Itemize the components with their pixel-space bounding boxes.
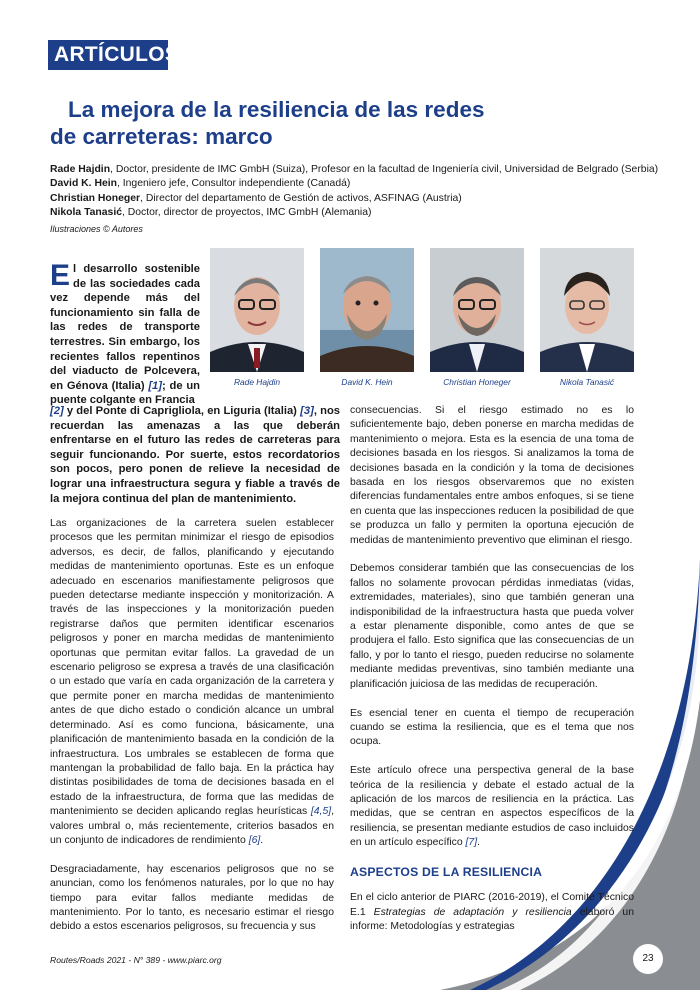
- reference-link[interactable]: [3]: [300, 405, 314, 417]
- reference-link[interactable]: [4,5]: [310, 806, 332, 818]
- lead-paragraph-continued: [50, 404, 340, 506]
- article-title: [50, 96, 590, 150]
- section-heading: ASPECTOS DE LA RESILIENCIA: [350, 864, 543, 879]
- photo-caption: Christian Honeger: [443, 377, 511, 387]
- author-desc: , Doctor, presidente de IMC GmbH (Suiza), Profesor en la facultad de Ingeniería civil, Universidad de Belgrado (Serbia): [110, 164, 659, 175]
- author-photo-tanasic: [540, 248, 634, 372]
- author-name: David K. Hein: [50, 178, 117, 190]
- body-column-left: [50, 517, 334, 949]
- body-paragraph: [350, 891, 634, 934]
- lead-text-4: , nos recuerdan las amenazas a las que deberán enfrentarse en el futuro las redes de carreteras para seguir funcionando. Por suerte, estos recordatorios son pocos, pero ponen de relieve la necesidad de lograr una infraestructura segura y fiable a través de la mejora continua del plan de mantenimiento.: [50, 405, 341, 505]
- body-text: En el ciclo anterior de PIARC (2016-2019), el Comité Técnico E.1: [350, 892, 634, 918]
- lead-text-2: ; de un puente colgante en Francia: [50, 379, 200, 407]
- author-line: [50, 163, 660, 177]
- body-paragraph: Desgraciadamente, hay escenarios peligrosos que no se anuncian, como los fenómenos naturales, por lo que no hay tiempo para evitar fallos mediante medidas de mantenimiento. Por lo tanto, es necesario estimar el riesgo debido a estos escenarios peligrosos, su frecuencia y sus: [50, 863, 334, 933]
- reference-link[interactable]: [1]: [148, 379, 163, 392]
- photo-caption: David K. Hein: [341, 377, 393, 387]
- body-paragraph: Es esencial tener en cuenta el tiempo de recuperación cuando se estima la resiliencia, que es el tema que nos ocupa.: [350, 707, 634, 748]
- author-desc: , Doctor, director de proyectos, IMC GmbH (Alemania): [122, 207, 372, 219]
- author-name: Nikola Tanasić: [50, 207, 122, 219]
- reference-link[interactable]: [7]: [465, 837, 478, 849]
- lead-paragraph: [50, 259, 200, 408]
- author-photo-hein: [320, 248, 414, 372]
- section-label: ARTÍCULOS: [48, 40, 168, 70]
- author-photo-honeger: [430, 248, 524, 372]
- author-desc: , Director del departamento de Gestión de activos, ASFINAG (Austria): [140, 192, 462, 204]
- photo-caption: Nikola Tanasić: [559, 377, 615, 387]
- body-text: , valores umbral o, más recientemente, criterios basados en un conjunto de indicadores de rendimiento: [50, 806, 334, 846]
- illustration-credit: Ilustraciones © Autores: [50, 223, 143, 234]
- page-number: 23: [633, 944, 663, 974]
- reference-link[interactable]: [2]: [50, 405, 64, 417]
- drop-cap: E: [50, 259, 71, 292]
- author-line: [50, 177, 660, 191]
- author-name: Rade Hajdin: [50, 164, 111, 175]
- author-desc: , Ingeniero jefe, Consultor independiente (Canadá): [116, 178, 351, 190]
- author-line: [50, 206, 660, 220]
- author-name: Christian Honeger: [50, 192, 141, 204]
- body-column-right: [350, 404, 634, 949]
- body-paragraph: [350, 764, 634, 850]
- reference-link[interactable]: [6]: [248, 834, 261, 846]
- body-text: Las organizaciones de la carretera suelen establecer procesos que les permitan minimizar el riesgo de episodios adversos, es decir, de fallos, planificando y ejecutando medidas de mantenimiento oportunas. Este es un enfoque adecuado en escenarios manifiestamente peligrosos que pueden detectarse mediante inspección y monitorización. A través de las inspecciones y la monitorización pueden registrarse daños que permiten identificar escenarios peligrosos y poner en marcha medidas de mantenimiento oportunas que permitan evitar fallos. La gravedad de un escenario peligroso se expresa a través de una clasificación o un estado que varía en cada organización de la carretera y que permite poner en marcha medidas de mantenimiento antes de que dicho estado o condición alcance un umbral determinado. Así es como funciona, básicamente, una planificación de mantenimiento basada en la condición de la infraestructura. Los umbrales se establecen de forma que mantengan la probabilidad de fallo baja. En la práctica hay distintas posibilidades de toma de decisiones basada en el estado de la infraestructura, de forma que las medidas de mantenimiento se deciden aplicando reglas heurísticas: [50, 518, 334, 818]
- body-text-emphasis: Estrategias de adaptación y resiliencia: [373, 906, 572, 918]
- lead-text-3: y del Ponte di Caprigliola, en Liguria (Italia): [63, 405, 301, 417]
- body-text: elaboró un informe: Metodologías y estrategias: [350, 906, 634, 933]
- footer-publication: Routes/Roads 2021 - N° 389 - www.piarc.org: [50, 955, 222, 965]
- authors-block: [50, 163, 660, 236]
- author-line: [50, 192, 660, 206]
- title-line-1: La mejora de la resiliencia de las redes: [68, 97, 485, 122]
- photo-caption: Rade Hajdin: [233, 377, 281, 387]
- body-text: .: [260, 834, 264, 846]
- title-line-2: de carreteras: marco: [50, 124, 273, 149]
- lead-text-1: l desarrollo sostenible de las sociedades cada vez depende más del funcionamiento sin falla de las redes de transporte terrestres. Sin embargo, los recientes fallos repentinos del viaducto de Polcevera, en Génova (Italia): [50, 263, 200, 392]
- body-paragraph: consecuencias. Si el riesgo estimado no es lo suficientemente bajo, deben ponerse en marcha medidas de mantenimiento o mejora. Esta es la esencia de una toma de decisiones basada en los riesgos. Si analizamos la toma de decisiones basada en la condición y la toma de decisiones basada en los riesgos observaremos que no existen diferencias fundamentales entre ambos enfoques, si se tiene en cuenta que las inspecciones reducen la posibilidad de que se produzca un fallo y permiten la oportuna ejecución de medidas de mantenimiento preventivo que eliminan el riesgo.: [350, 405, 634, 546]
- body-paragraph: [50, 517, 334, 848]
- body-text: Este artículo ofrece una perspectiva general de la base teórica de la resiliencia y debate el estado actual de la aplicación de los marcos de resiliencia en la práctica. Las medidas, que se centran en aspectos específicos de la resiliencia, se presentan mediante estudios de caso incluidos en un artículo específico: [350, 765, 634, 849]
- body-text: .: [477, 837, 480, 849]
- author-photo-hajdin: [210, 248, 304, 372]
- body-paragraph: Debemos considerar también que las consecuencias de los fallos no solamente provocan pérdidas inmediatas (vidas, extremidades, materiales), sino que también generan una indisponibilidad de la infraestructura hasta que pueda volver a estar plenamente disponible, como antes de que se produjera el fallo. Esto significa que las consecuencias de un fallo, y por lo tanto el riesgo, pueden reducirse no solamente mediante medidas preventivas, sino también mediante una planificación juiciosa de las medidas de recuperación.: [350, 563, 634, 690]
